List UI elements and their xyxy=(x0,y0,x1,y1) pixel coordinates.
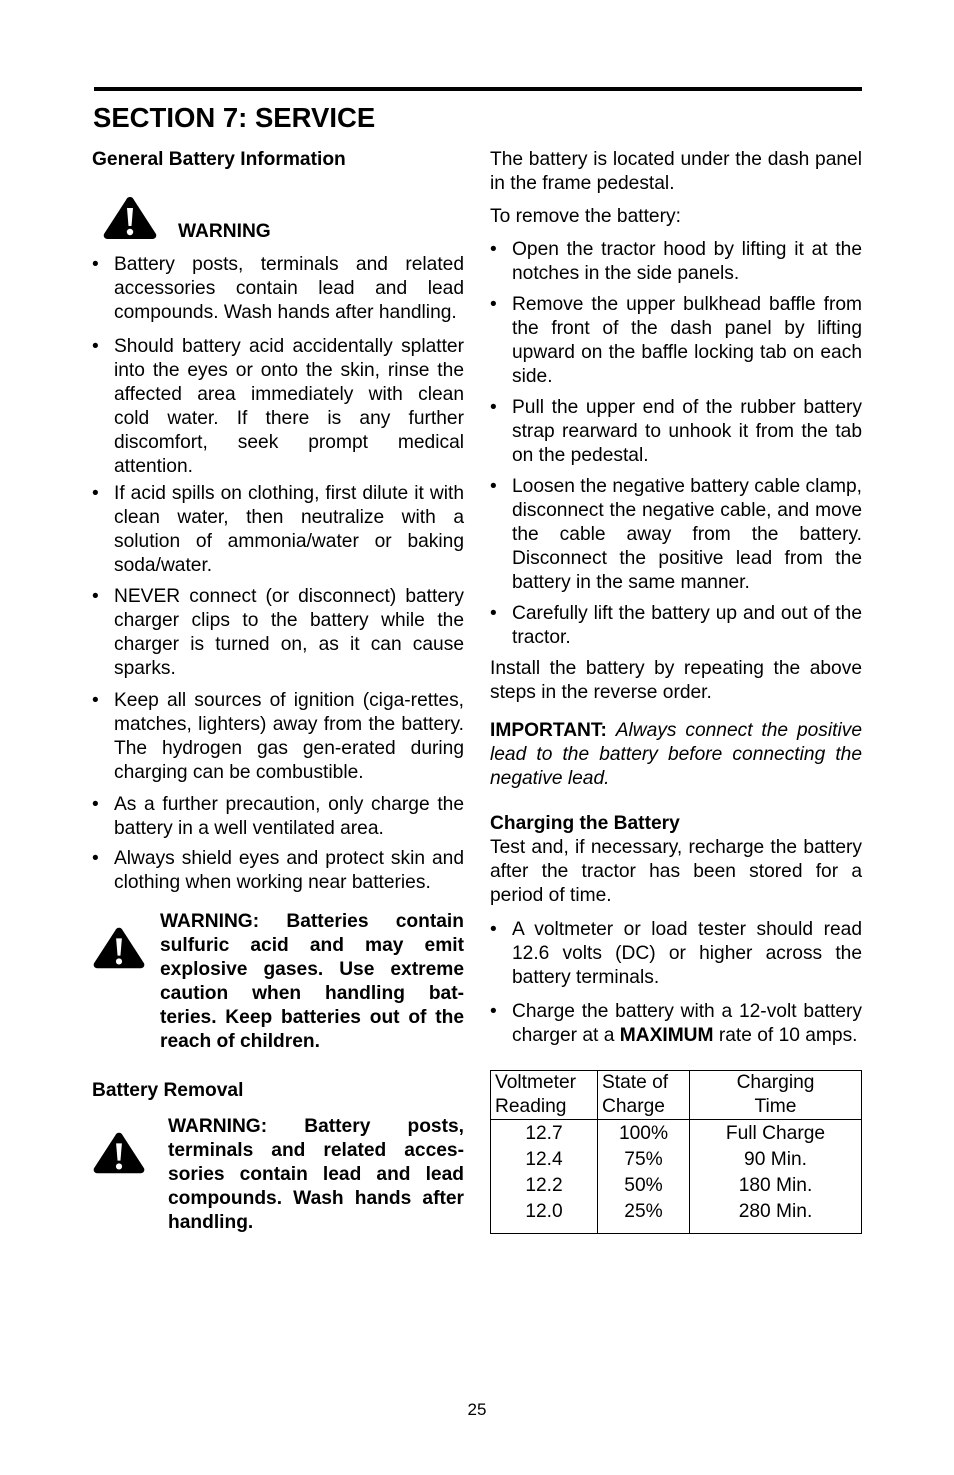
table-row xyxy=(491,1147,862,1173)
table-row xyxy=(491,1173,862,1199)
header-state-of-charge: State of Charge xyxy=(598,1071,690,1120)
list-item: • Should battery acid accidentally splatter into the eyes or onto the skin, rinse the affected area immediately with clean cold water. If there is any further discomfort, seek prompt medical attention. xyxy=(92,335,464,479)
list-item: • Pull the upper end of the rubber battery strap rearward to unhook it from the tab on the pedestal. xyxy=(490,396,862,468)
important-text: Always connect the positive lead to the battery before connecting the negative lead. xyxy=(490,720,862,789)
list-item: • Keep all sources of ignition (ciga-rettes, matches, lighters) away from the battery. The hydrogen gas gen-erated during charging can be combustible. xyxy=(92,689,464,785)
table-cell: 75% xyxy=(598,1147,690,1173)
header-voltmeter-reading: Voltmeter Reading xyxy=(491,1071,598,1120)
general-battery-heading: General Battery Information xyxy=(92,149,346,170)
table-cell: Full Charge xyxy=(690,1120,862,1148)
warning-triangle-icon xyxy=(92,924,146,970)
list-item: • Carefully lift the battery up and out of the tractor. xyxy=(490,602,862,650)
charge-rate-post: rate of 10 amps. xyxy=(713,1025,858,1046)
table-cell: 100% xyxy=(598,1120,690,1148)
right-column xyxy=(490,148,862,1234)
list-item xyxy=(490,1000,862,1048)
list-item: • NEVER connect (or disconnect) battery charger clips to the battery while the charger is turned on, as it can cause sparks. xyxy=(92,585,464,681)
page-number: 25 xyxy=(467,1400,487,1419)
important-note xyxy=(490,719,862,791)
table-cell: 12.7 xyxy=(491,1120,598,1148)
lead-warning xyxy=(92,1115,464,1235)
table-cell: 12.2 xyxy=(491,1173,598,1199)
battery-location-text: The battery is located under the dash panel in the frame pedestal. xyxy=(490,149,862,194)
header-rule xyxy=(94,87,862,91)
table-cell: 12.4 xyxy=(491,1147,598,1173)
list-item: • Battery posts, terminals and related accessories contain lead and lead compounds. Wash hands after handling. xyxy=(92,253,464,325)
warning-triangle-icon xyxy=(92,1129,146,1175)
remove-intro: To remove the battery: xyxy=(490,206,681,227)
table-cell: 12.0 xyxy=(491,1199,598,1234)
header-charging-time: Charging Time xyxy=(690,1071,862,1120)
left-column xyxy=(92,148,464,1235)
charging-heading: Charging the Battery xyxy=(490,813,680,834)
table-header-row xyxy=(491,1071,862,1120)
charging-table xyxy=(490,1070,862,1234)
table-cell: 280 Min. xyxy=(690,1199,862,1234)
removal-steps-list xyxy=(490,238,862,650)
list-item: • A voltmeter or load tester should read 12.6 volts (DC) or higher across the battery terminals. xyxy=(490,918,862,990)
warning-triangle-icon xyxy=(102,194,158,240)
list-item: • As a further precaution, only charge the battery in a well ventilated area. xyxy=(92,793,464,841)
list-item: • Open the tractor hood by lifting it at the notches in the side panels. xyxy=(490,238,862,286)
charge-rate-maximum: MAXIMUM xyxy=(619,1025,714,1046)
acid-warning-text: WARNING: Batteries contain sulfuric acid and may emit explosive gases. Use extreme caution when handling bat-teries. Keep batteries out of the reach of children. xyxy=(160,911,464,1052)
install-text: Install the battery by repeating the above steps in the reverse order. xyxy=(490,658,862,703)
charging-list xyxy=(490,918,862,1048)
battery-removal-heading: Battery Removal xyxy=(92,1080,244,1101)
warning-label: WARNING xyxy=(178,221,271,242)
lead-warning-text: WARNING: Battery posts, terminals and related acces-sories contain lead and lead compounds. Wash hands after handling. xyxy=(168,1116,464,1233)
list-item: • Always shield eyes and protect skin and clothing when working near batteries. xyxy=(92,847,464,895)
list-item: • Remove the upper bulkhead baffle from the front of the dash panel by lifting upward on the baffle locking tab on each side. xyxy=(490,293,862,389)
list-item: • Loosen the negative battery cable clamp, disconnect the negative cable, and move the cable away from the battery. Disconnect the positive lead from the battery in the same manner. xyxy=(490,475,862,595)
list-item: • If acid spills on clothing, first dilute it with clean water, then neutralize with a solution of ammonia/water or baking soda/water. xyxy=(92,482,464,578)
table-cell: 50% xyxy=(598,1173,690,1199)
table-row xyxy=(491,1199,862,1234)
charge-rate-pre: Charge the battery with a 12-volt battery charger at a xyxy=(512,1001,862,1046)
warning-header xyxy=(92,194,464,240)
table-row xyxy=(491,1120,862,1148)
table-cell: 90 Min. xyxy=(690,1147,862,1173)
acid-warning xyxy=(92,910,464,1054)
table-cell: 25% xyxy=(598,1199,690,1234)
general-warning-list xyxy=(92,253,464,895)
charging-intro: Test and, if necessary, recharge the battery after the tractor has been stored for a period of time. xyxy=(490,837,862,906)
important-label: IMPORTANT: xyxy=(490,720,607,741)
table-cell: 180 Min. xyxy=(690,1173,862,1199)
section-title: SECTION 7: SERVICE xyxy=(93,102,376,133)
